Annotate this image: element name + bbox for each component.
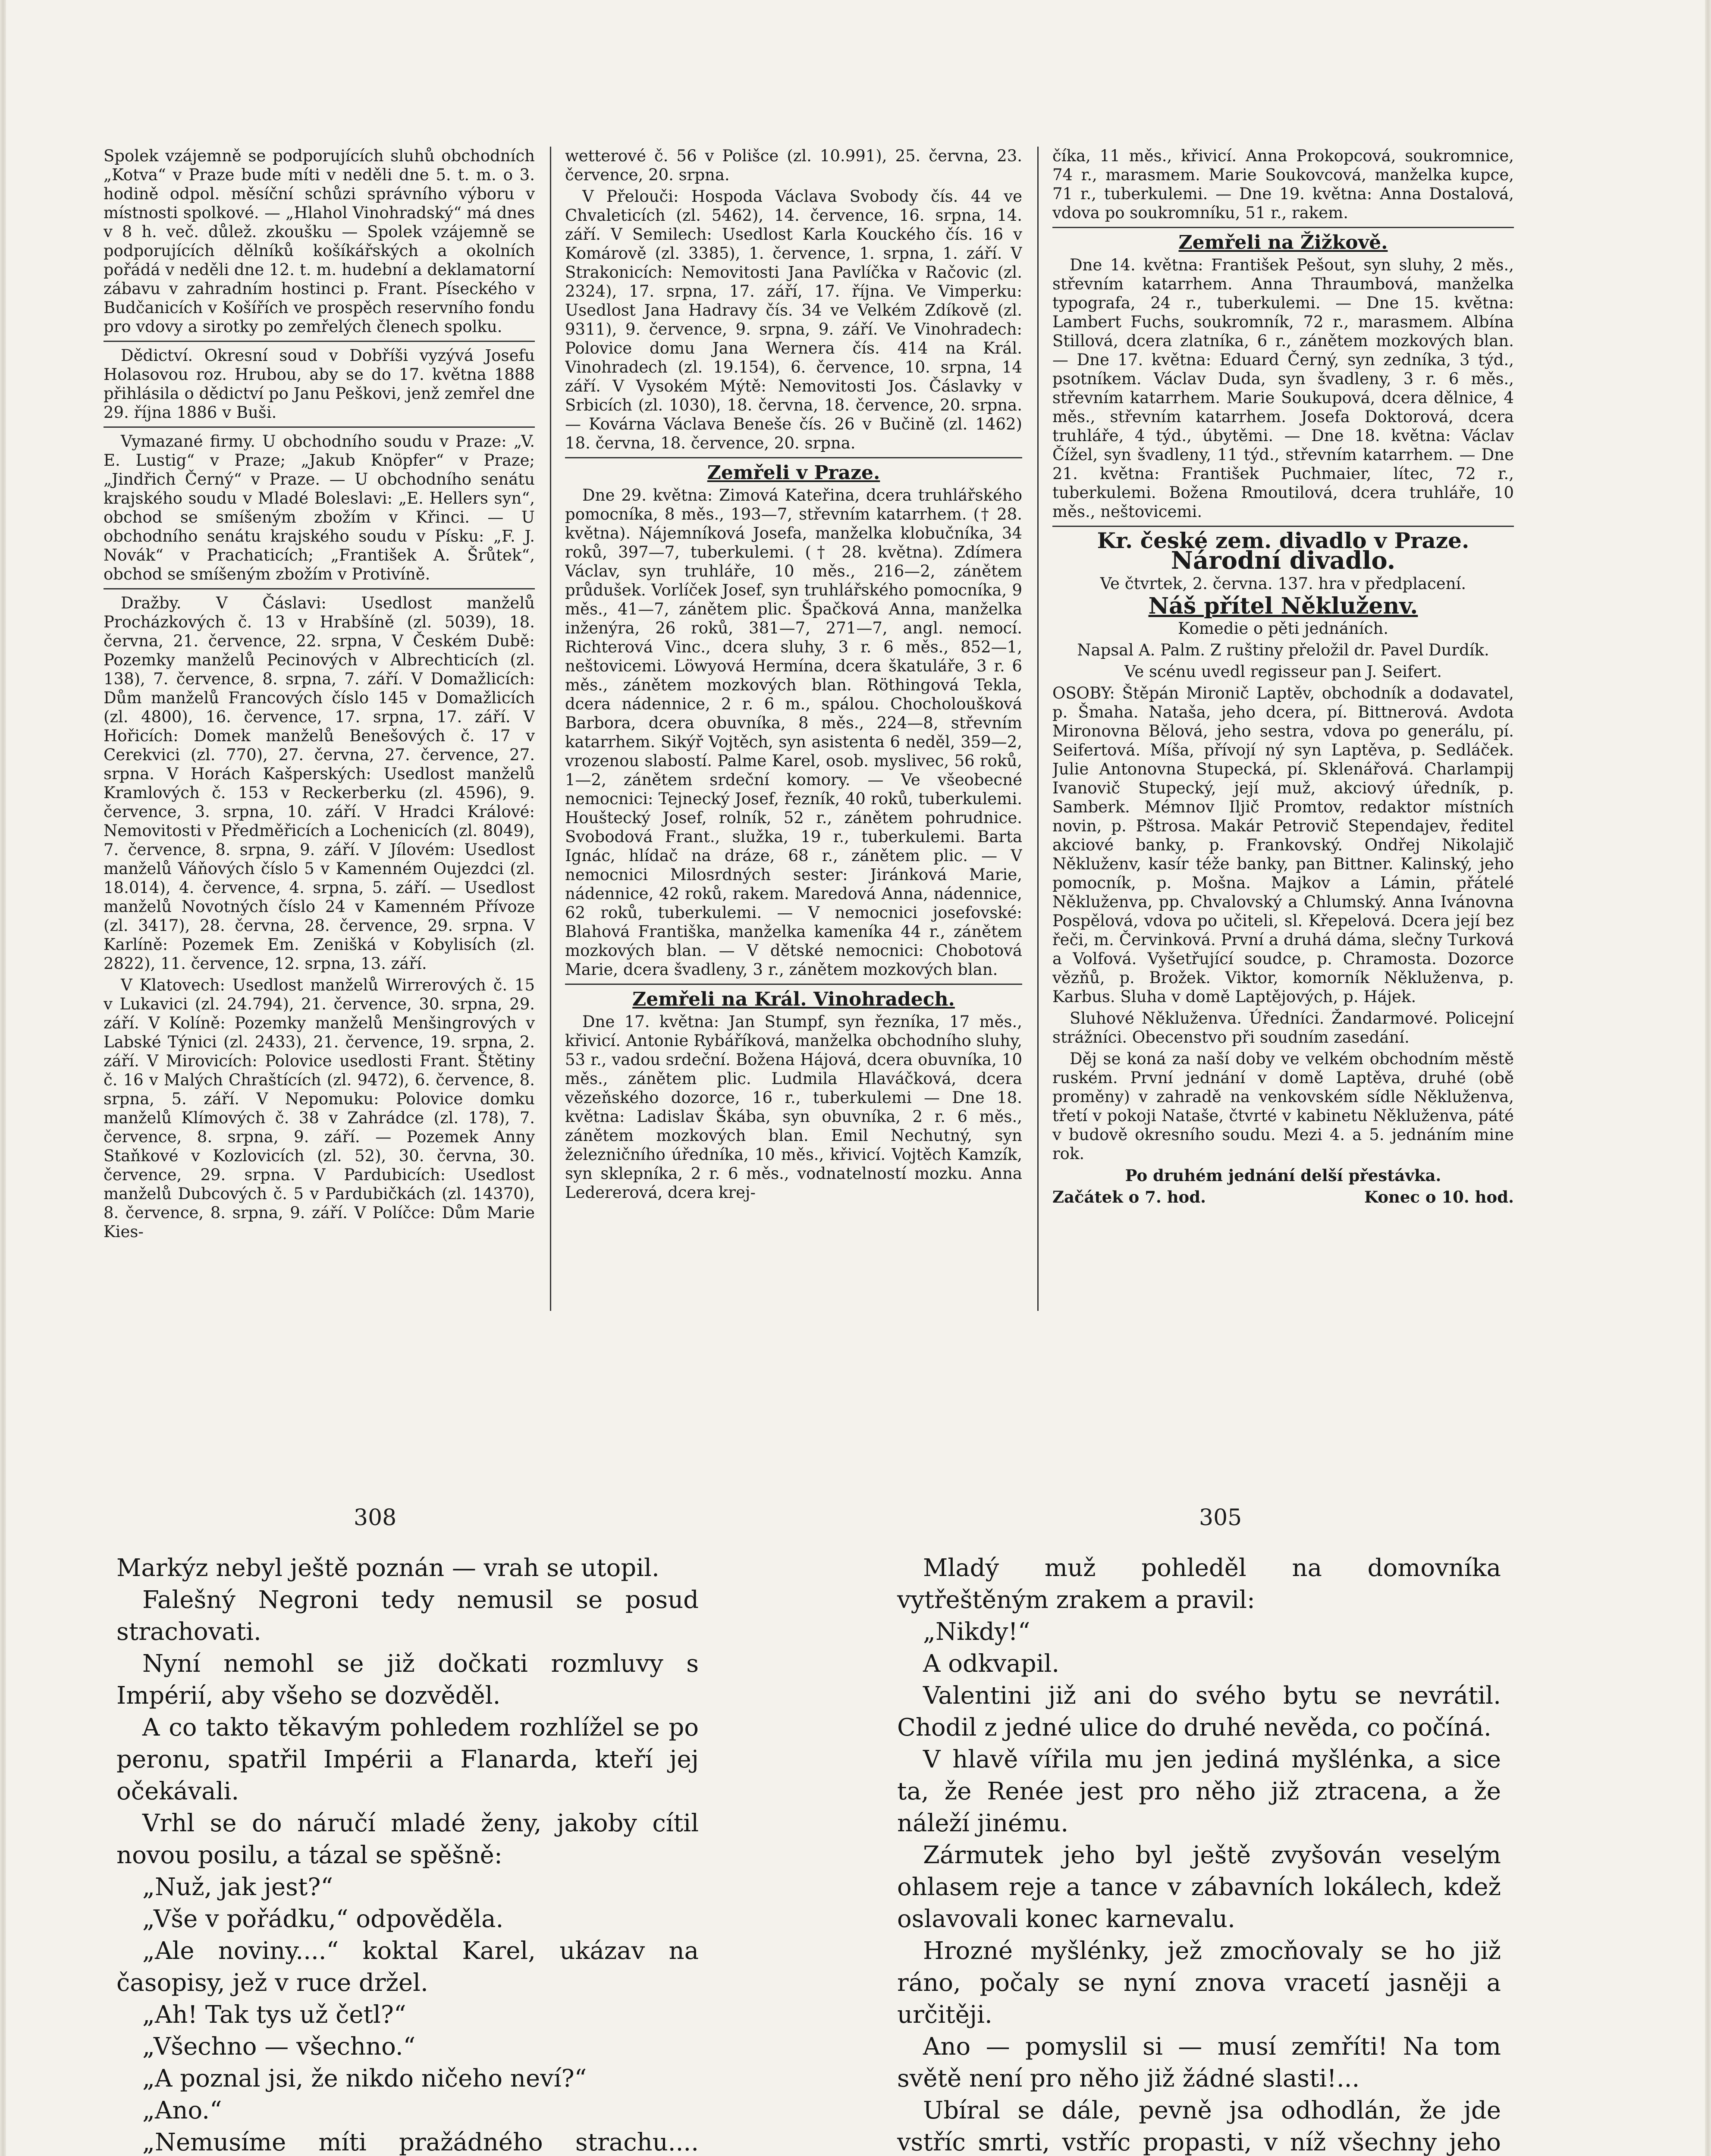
paragraph: Ano — pomyslil si — musí zemříti! Na tom světě není pro něho již žádné slasti!... [897,2033,1501,2093]
heading-deaths-vinohrady: Zemřeli na Král. Vinohradech. [632,988,955,1010]
intermission-note: Po druhém jednání delší přestávka. [1125,1166,1441,1185]
auctions-cont: wetterové č. 56 v Polišce (zl. 10.991), 25. června, 23. července, 20. srpna. [565,147,1022,184]
divider [565,457,1022,458]
inheritance-notice: Dědictví. Okresní soud v Dobříši vyzývá Josefu Holasovou roz. Hrubou, aby se do 17. května 1888 přihlásila o dědictví po Janu Peškovi, jenž zemřel dne 29. října 1886 v Buši. [104,346,535,422]
play-extras: Sluhové Někluženva. Úředníci. Žandarmové. Policejní strážníci. Obecenstvo při soudním zasedání. [1052,1009,1514,1047]
page-edge-right [1705,0,1711,2156]
paragraph: „Nuž, jak jest?“ [142,1873,333,1901]
paragraph: Nyní nemohl se již dočkati rozmluvy s Impérií, aby všeho se dozvěděl. [116,1650,699,1710]
paragraph: Zármutek jeho byl ještě zvyšován veselým ohlasem reje a tance v zábavních lokálech, kdež oslavovali konec karnevalu. [897,1841,1501,1933]
paragraph: V hlavě vířila mu jen jediná myšlénka, a sice ta, že Renée jest pro něho již ztracena, a že náleží jinému. [897,1745,1501,1837]
paragraph: Mladý muž pohleděl na domovníka vytřeštěným zrakem a pravil: [897,1554,1501,1614]
deaths-zizkov: Dne 14. května: František Pešout, syn sluhy, 2 měs., střevním katarrhem. Anna Thraumbová, manželka typografa, 24 r., tuberkulemi. — Dne 15. května: Lambert Fuchs, soukromník, 72 r., marasmem. Albína Stillová, dcera zlatníka, 6 r., zánětem mozkových blan. — Dne 17. května: Eduard Černý, syn zedníka, 3 týd., psotníkem. Václav Duda, syn švadleny, 3 r. 6 měs., střevním katarrhem. Marie Soukupová, dcera dělnice, 4 měs., střevním katarrhem. Josefa Doktorová, dcera truhláře, 4 týd., úbytěmi. — Dne 18. května: Václav Čížel, syn švadleny, 11 týd., střevním katarrhem. — Dne 21. května: František Puchmaier, lítec, 72 r., tuberkulemi. Božena Rmoutilová, dcera truhláře, 10 měs., neštovicemi. [1052,256,1514,521]
paragraph: „Nemusíme míti pražádného strachu.... [142,2128,699,2156]
play-director: Ve scénu uvedl regisseur pan J. Seifert. [1124,662,1442,681]
paragraph: A odkvapil. [923,1650,1060,1678]
column-rule [550,147,551,1311]
page-edge-left [0,0,6,2156]
book-page-left [116,1552,699,2156]
auctions-cont-2: V Přelouči: Hospoda Václava Svobody čís. 44 ve Chvaleticích (zl. 5462), 14. července, 16. srpna, 14. září. V Semilech: Usedlost Karla Kouckého čís. 16 v Komárově (zl. 3385), 1. července, 1. srpna, 1. září. V Strakonicích: Nemovitosti Jana Pavlíčka v Račovic (zl. 2324), 17. srpna, 17. září, 17. října. Ve Vimperku: Usedlost Jana Hadravy čís. 34 ve Velkém Zdíkově (zl. 9311), 9. července, 9. srpna, 9. září. Ve Vinohradech: Polovice domu Jana Wernera čís. 414 na Král. Vinohradech (zl. 19.154), 6. července, 10. srpna, 14 září. V Vysokém Mýtě: Nemovitosti Jos. Čáslavky v Srbicích (zl. 1030), 18. června, 18. července, 20. srpna. — Kovárna Václava Beneše čís. 26 v Bučině (zl. 1462) 18. června, 18. července, 20. srpna. [565,187,1022,452]
start-time: Začátek o 7. hod. [1052,1188,1206,1206]
newspaper-column-2 [565,147,1022,1311]
paragraph: „Nikdy!“ [923,1618,1030,1646]
paragraph: „Ale noviny....“ koktal Karel, ukázav na časopisy, jež v ruce držel. [116,1937,699,1997]
deaths-vinohrady-cont: číka, 11 měs., křivicí. Anna Prokopcová, soukromnice, 74 r., marasmem. Marie Soukovcová, manželka kupce, 71 r., tuberkulemi. — Dne 19. května: Anna Dostalová, vdova po soukromníku, 51 r., rakem. [1052,147,1514,222]
divider [565,984,1022,985]
end-time: Konec o 10. hod. [1364,1188,1514,1206]
heading-deaths-prague: Zemřeli v Praze. [707,462,880,484]
paragraph: Hrozné myšlénky, jež zmocňovaly se ho již ráno, počaly se nyní znova vracetí jasněji a určitěji. [897,1937,1501,2029]
society-notices: Spolek vzájemně se podporujících sluhů obchodních „Kotva“ v Praze bude míti v neděli dne 5. t. m. o 3. hodině odpol. měsíční schůzi správního výboru v místnosti spolkové. — „Hlahol Vinohradský“ má dnes v 8 h. več. důlež. zkoušku — Spolek vzájemně se podporujících dělníků košíkářských a okolních pořádá v neděli dne 12. t. m. hudební a deklamatorní zábavu v zahradním hostinci p. Frant. Píseckého v Budčanicích v Košířích ve prospěch reservního fondu pro vdovy a sirotky po zemřelých členech spolku. [104,147,535,336]
divider [1052,526,1514,527]
showtimes [1052,1188,1514,1206]
play-genre: Komedie o pěti jednáních. [1177,619,1389,638]
deaths-vinohrady: Dne 17. května: Jan Stumpf, syn řezníka, 17 měs., křivicí. Antonie Rybáříková, manželka obchodního sluhy, 53 r., vadou srdeční. Božena Hájová, dcera obuvníka, 10 měs., zánětem plic. Ludmila Hlaváčková, dcera vězeňského dozorce, 16 r., tuberkulemi — Dne 18. května: Ladislav Škába, syn obuvníka, 2 r. 6 měs., zánětem mozkových blan. Emil Nechutný, syn železničního úředníka, 10 měs., křivicí. Vojtěch Kamzík, syn sklepníka, 2 r. 6 měs., vodnatelností mozku. Anna Ledererová, dcera krej- [565,1012,1022,1202]
page-number-left: 308 [354,1505,397,1531]
paragraph: Vrhl se do náručí mladé ženy, jakoby cítil novou posilu, a tázal se spěšně: [116,1809,699,1869]
performance-date: Ve čtvrtek, 2. června. 137. hra v předplacení. [1100,574,1466,593]
divider [104,588,535,589]
book-page-right [897,1552,1501,2156]
paragraph: „Ah! Tak tys už četl?“ [142,2001,406,2029]
paragraph: „A poznal jsi, že nikdo ničeho neví?“ [142,2065,587,2093]
paragraph: Valentini již ani do svého bytu se nevrátil. Chodil z jedné ulice do druhé nevěda, co počíná. [897,1682,1501,1742]
divider [104,341,535,342]
theatre-name: Národní divadlo. [1171,546,1396,575]
play-cast: OSOBY: Štěpán Mironič Laptěv, obchodník a dodavatel, p. Šmaha. Nataša, jeho dcera, pí. Bittnerová. Avdota Mironovna Bělová, jeho sestra, vdova po generálu, pí. Seifertová. Míša, přívojí ný syn Laptěva, p. Sedláček. Julie Antonovna Stupecká, pí. Sklenářová. Charlampij Ivanovič Stupecký, její muž, akciový úředník, p. Samberk. Mémnov Iljič Promtov, redaktor místních novin, p. Pštrosa. Makár Petrovič Stependajev, ředitel akciové banky, p. Frankovský. Ondřej Nikolajič Někluženv, kasír téže banky, pan Bittner. Kalinský, jeho pomocník, p. Mošna. Majkov a Lámin, přátelé Někluženva, pp. Chvalovský a Chlumský. Anna Ivánovna Pospělová, vdova po učiteli, sl. Křepelová. Dcera její bez řeči, m. Červinková. První a druhá dáma, slečny Turková a Volfová. Vyšetřující soudce, p. Chramosta. Dozorce vězňů, p. Brožek. Viktor, komorník Někluženva, p. Karbus. Sluha v domě Laptějových, p. Hájek. [1052,684,1514,1006]
divider [1052,227,1514,228]
newspaper-column-1 [104,147,535,1311]
paragraph: „Ano.“ [142,2096,222,2125]
deleted-firms-notice: Vymazané firmy. U obchodního soudu v Praze: „V. E. Lustig“ v Praze; „Jakub Knöpfer“ v Praze; „Jindřich Černý“ v Praze. — U obchodního senátu krajského soudu v Mladé Boleslavi: „E. Hellers syn“, obchod se smíšeným zbožím v Křinci. — U obchodního senátu krajského soudu v Písku: „F. J. Novák“ v Prachaticích; „František A. Šrůtek“, obchod se smíšeným zbožím v Protivíně. [104,432,535,583]
page-number-right: 305 [1199,1505,1242,1531]
auctions-notice: Dražby. V Čáslavi: Usedlost manželů Procházkových č. 13 v Hrabšíně (zl. 5039), 18. června, 21. července, 22. srpna, V Českém Dubě: Pozemky manželů Pecinových v Albrechticích (zl. 138), 7. července, 8. srpna, 7. září. V Domažlicích: Dům manželů Francových číslo 145 v Domažlicích (zl. 4800), 16. července, 17. srpna, 17. září. V Hořicích: Domek manželů Benešových č. 17 v Cerekvici (zl. 770), 27. června, 27. července, 27. srpna. V Horách Kašperských: Usedlost manželů Kramlových č. 153 v Reckerberku (zl. 4596), 9. července, 3. srpna, 10. září. V Hradci Králové: Nemovitosti v Předměřicích a Lochenicích (zl. 8049), 7. července, 8. srpna, 9. září. V Jílovém: Usedlost manželů Váňových číslo 5 v Kamenném Oujezdci (zl. 18.014), 4. července, 4. srpna, 5. září. — Usedlost manželů Novotných číslo 24 v Kamenném Přívoze (zl. 3417), 28. června, 28. července, 29. srpna. V Karlíně: Pozemek Em. Zenišká v Kobylisích (zl. 2822), 11. července, 12. srpna, 13. září. [104,594,535,973]
paragraph: Ubíral se dále, pevně jsa odhodlán, že jde vstříc smrti, vstříc propasti, v níž všechny jeho [897,2096,1501,2156]
divider [104,426,535,428]
theatre-header: Kr. české zem. divadlo v Praze. [1097,528,1469,553]
paragraph: A co takto těkavým pohledem rozhlížel se po peronu, spatřil Impérii a Flanarda, kteří jej očekávali. [116,1714,699,1805]
heading-deaths-zizkov: Zemřeli na Žižkově. [1178,232,1388,254]
column-rule [1037,147,1039,1311]
paragraph: Markýz nebyl ještě poznán — vrah se utopil. [116,1554,659,1582]
play-title: Náš přítel Někluženv. [1148,593,1418,619]
paragraph: Falešný Negroni tedy nemusil se posud strachovati. [116,1586,699,1646]
deaths-prague: Dne 29. května: Zimová Kateřina, dcera truhlářského pomocníka, 8 měs., 193—7, střevním katarrhem. († 28. května). Nájemníková Josefa, manželka klobučníka, 34 roků, 397—7, tuberkulemi. († 28. května). Zdímera Václav, syn truhláře, 10 měs., 216—2, zánětem průdušek. Vorlíček Josef, syn truhlářského pomocníka, 9 měs., 41—7, zánětem plic. Špačková Anna, manželka inženýra, 26 roků, 381—7, 271—7, angl. nemocí. Richterová Vinc., dcera sluhy, 3 r. 6 měs., 852—1, neštovicemi. Löwyová Hermína, dcera škatuláře, 3 r. 6 měs., zánětem mozkových blan. Röthingová Tekla, dcera nádennice, 2 r. 6 m., spálou. Chocholoušková Barbora, dcera obuvníka, 8 měs., 224—8, střevním katarrhem. Sikýř Vojtěch, syn asistenta 6 neděl, 359—2, vrozenou slabostí. Palme Karel, osob. myslivec, 56 roků, 1—2, zánětem srdeční komory. — Ve všeobecné nemocnici: Tejnecký Josef, řezník, 40 roků, tuberkulemi. Houštecký Josef, rolník, 52 r., zánětem pohrudnice. Svobodová Frant., služka, 19 r., tuberkulemi. Barta Ignác, hlídač na dráze, 68 r., zánětem plic. — V nemocnici Milosrdných sester: Jiránková Marie, nádennice, 42 roků, rakem. Maredová Anna, nádennice, 62 roků, tuberkulemi. — V nemocnici josefovské: Blahová Františka, manželka kameníka 44 r., zánětem mozkových blan. — V dětské nemocnici: Chobotová Marie, dcera švadleny, 3 r., zánětem mozkových blan. [565,486,1022,979]
play-author: Napsal A. Palm. Z ruštiny přeložil dr. Pavel Durdík. [1077,641,1489,659]
paragraph: „Vše v pořádku,“ odpověděla. [142,1905,504,1933]
newspaper-clipping [104,147,1514,1311]
paragraph: „Všechno — všechno.“ [142,2033,416,2061]
auctions-notice-cont: V Klatovech: Usedlost manželů Wirrerových č. 15 v Lukavici (zl. 24.794), 21. července, 30. srpna, 29. září. V Kolíně: Pozemky manželů Menšingrových v Labské Týnici (zl. 2433), 21. července, 19. srpna, 2. září. V Mirovicích: Polovice usedlosti Frant. Štětiny č. 16 v Malých Chraštících (zl. 9472), 6. července, 8. srpna, 5. září. V Nepomuku: Polovice domku manželů Klímových č. 38 v Zahrádce (zl. 178), 7. července, 8. srpna, 9. září. — Pozemek Anny Staňkové v Kozlovicích (zl. 52), 30. června, 30. července, 29. srpna. V Pardubicích: Usedlost manželů Dubcových č. 5 v Pardubičkách (zl. 14370), 8. července, 8. srpna, 9. září. V Políčce: Dům Marie Kies- [104,976,535,1241]
play-setting: Děj se koná za naší doby ve velkém obchodním městě ruském. První jednání v domě Laptěva, druhé (obě proměny) v zahradě na venkovském sídle Někluženva, třetí v pokoji Nataše, čtvrté v kabinetu Někluženva, páté v budově okresního soudu. Mezi 4. a 5. jednáním mine rok. [1052,1050,1514,1163]
newspaper-column-3 [1052,147,1514,1311]
